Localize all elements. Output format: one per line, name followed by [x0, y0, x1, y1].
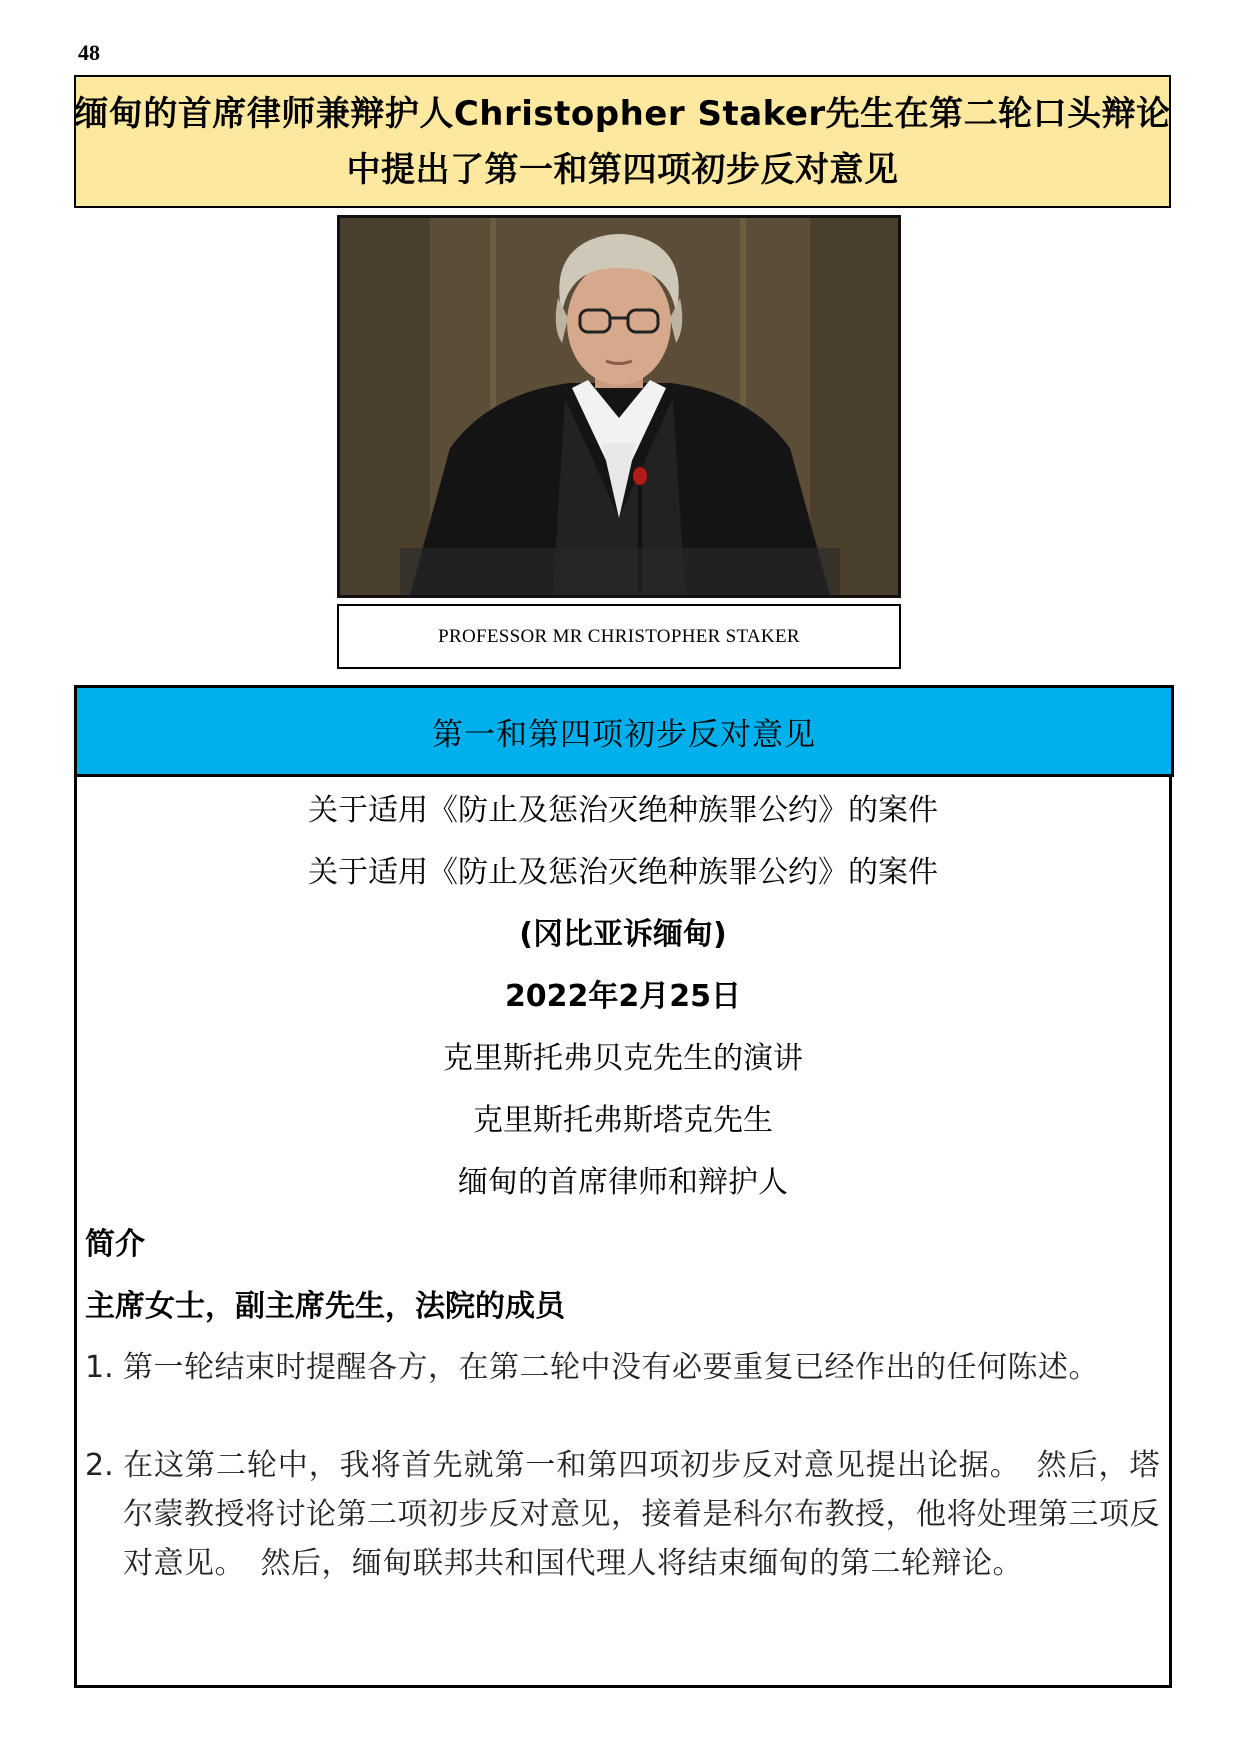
paragraph-number: 2.: [85, 1448, 114, 1483]
photo-caption: PROFESSOR MR CHRISTOPHER STAKER: [337, 604, 901, 669]
speech-title: 克里斯托弗贝克先生的演讲: [443, 1041, 803, 1076]
title-banner: [74, 75, 1171, 208]
speaker-role: 缅甸的首席律师和辩护人: [458, 1165, 788, 1200]
intro-heading: 简介: [85, 1227, 145, 1262]
paragraph-1: [85, 1343, 1160, 1392]
case-title-1: 关于适用《防止及惩治灭绝种族罪公约》的案件: [308, 793, 938, 828]
speech-date: 2022年2月25日: [504, 979, 742, 1014]
paragraph-text: 在这第二轮中，我将首先就第一和第四项初步反对意见提出论据。 然后，塔尔蒙教授将讨论第二项初步反对意见，接着是科尔布教授，他将处理第三项反对意见。 然后，缅甸联邦共和国代理人将结束缅甸的第二轮辩论。: [123, 1448, 1160, 1581]
title-line-2: 中提出了第一和第四项初步反对意见: [346, 149, 899, 190]
page-number: 48: [78, 40, 100, 65]
paragraph-text: 第一轮结束时提醒各方，在第二轮中没有必要重复已经作出的任何陈述。: [123, 1350, 1099, 1385]
paragraph-number: 1.: [85, 1350, 114, 1385]
speaker-name: 克里斯托弗斯塔克先生: [473, 1103, 773, 1138]
section-header: 第一和第四项初步反对意见: [74, 685, 1174, 777]
title-line-1: 缅甸的首席律师兼辩护人Christopher Staker先生在第二轮口头辩论: [74, 93, 1171, 134]
case-title-2: 关于适用《防止及惩治灭绝种族罪公约》的案件: [308, 855, 938, 890]
content-box: [74, 774, 1172, 1688]
salutation: 主席女士，副主席先生，法院的成员: [85, 1289, 565, 1324]
paragraph-2: [85, 1441, 1160, 1588]
speaker-photo: [337, 215, 901, 598]
case-parties: (冈比亚诉缅甸): [519, 917, 727, 952]
